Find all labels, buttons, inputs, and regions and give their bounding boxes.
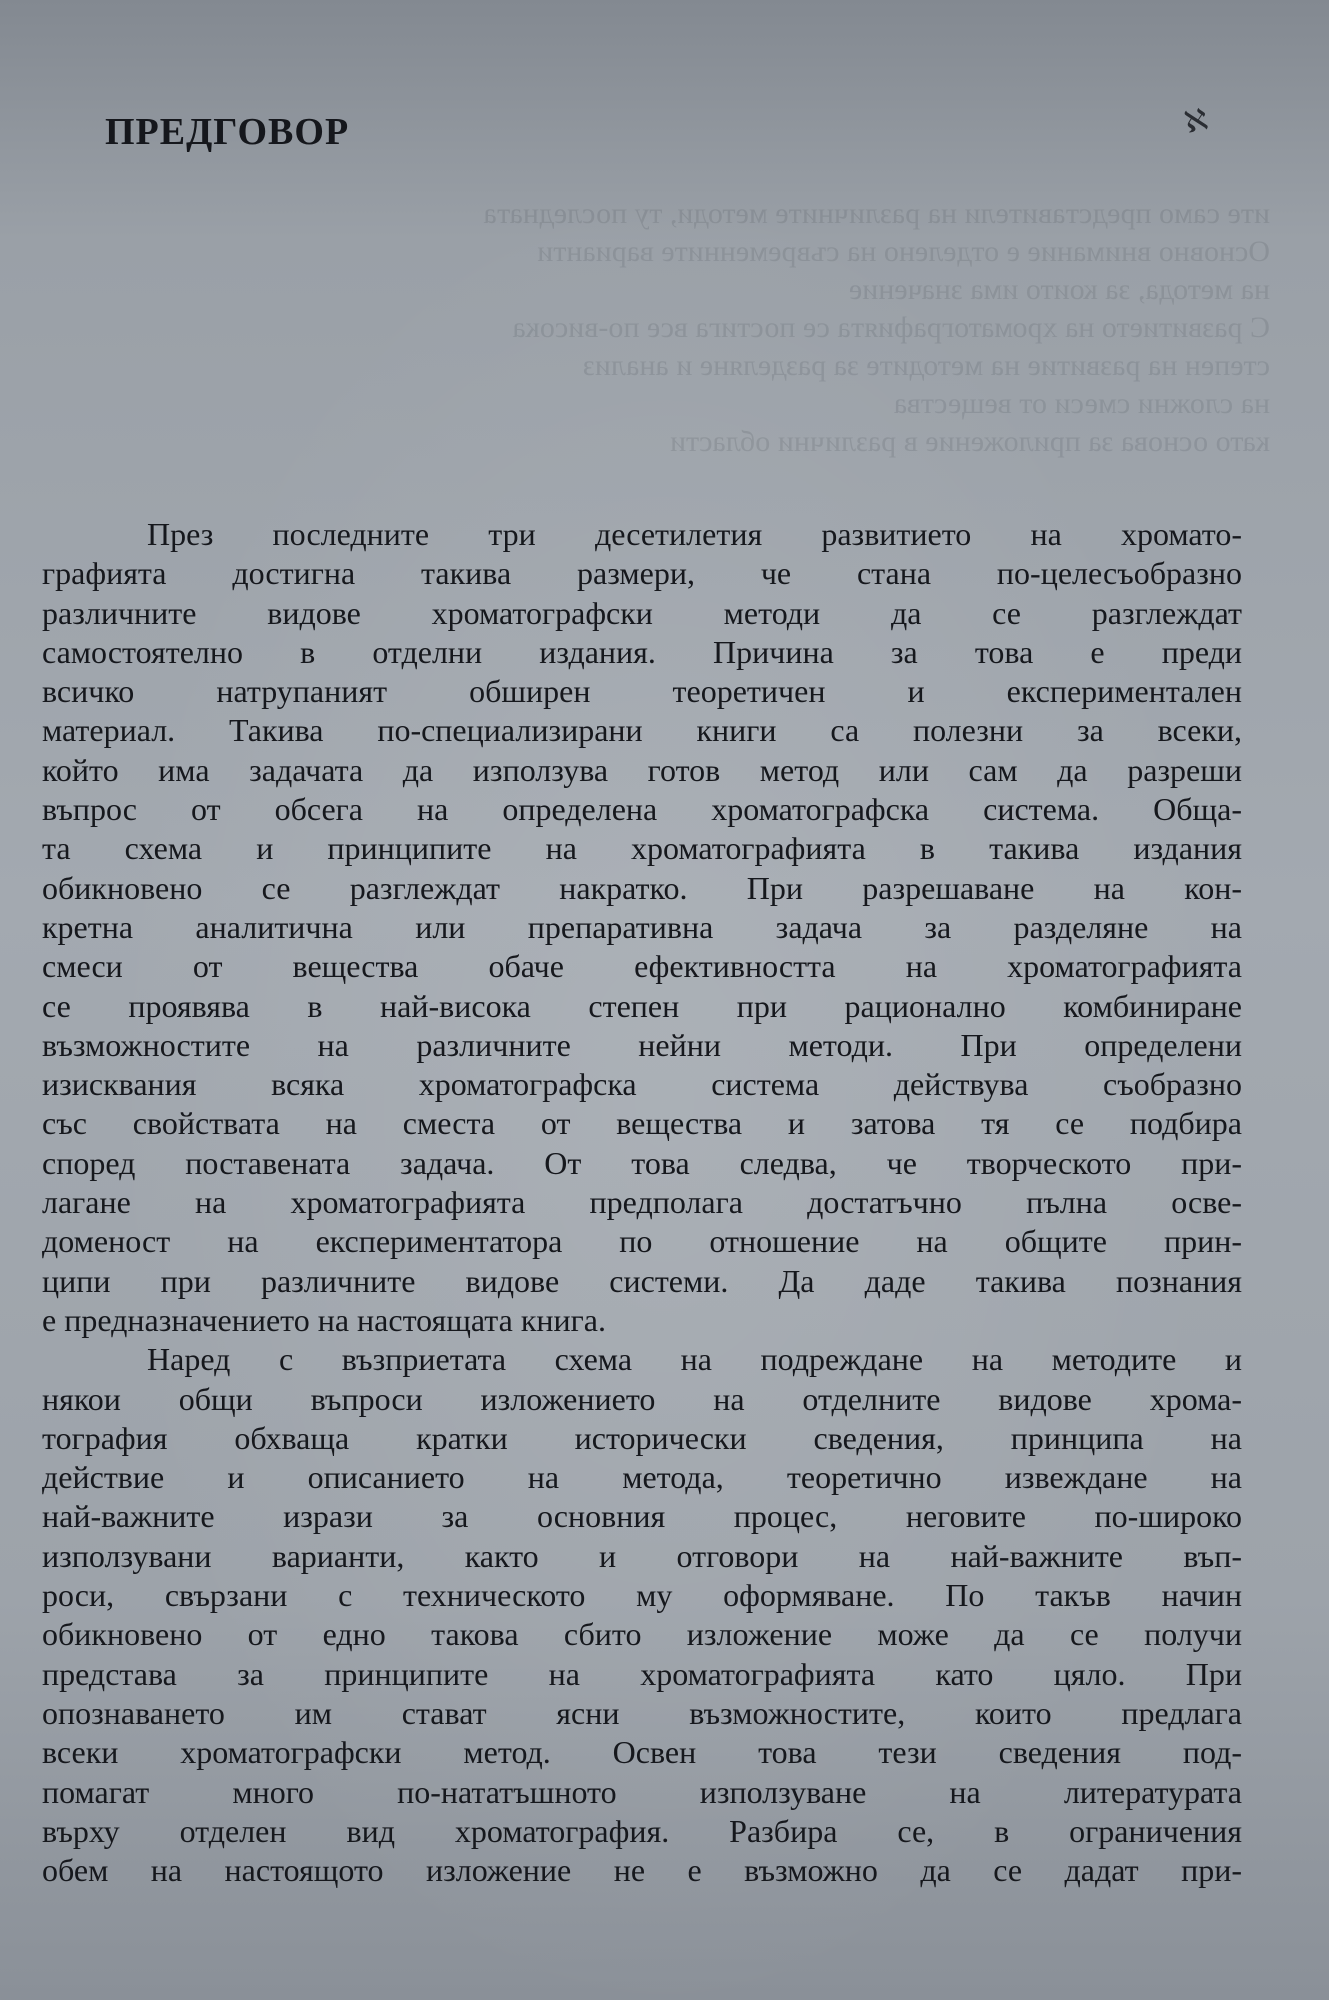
show-through-line: Основно внимание е отделено на съвременните варианти [537,235,1270,268]
text-line: използувани варианти, както и отговори на най-важните въп- [42,1537,1242,1574]
text-line: най-важните изрази за основния процес, неговите по-широко [42,1498,1242,1535]
text-line: представа за принципите на хроматографията като цяло. При [42,1655,1242,1692]
show-through-line: ите само представители на различните методи, ту последната [483,197,1270,230]
text-line: се проявява в най-висока степен при рационално комбиниране [42,987,1242,1024]
text-line: доменост на експериментатора по отношение на общите прин- [42,1223,1242,1260]
text-line: със свойствата на сместа от вещества и затова тя се подбира [42,1105,1242,1142]
text-line: смеси от вещества обаче ефективността на хроматографията [42,948,1242,985]
show-through-line: С развитието на хроматографията се постига все по-висока [512,311,1270,344]
text-line: самостоятелно в отделни издания. Причина за това е преди [42,633,1242,670]
text-line: материал. Такива по-специализирани книги са полезни за всеки, [42,712,1242,749]
text-line: обем на настоящото изложение не е възможно да се дадат при- [42,1852,1242,1889]
page-title: ПРЕДГОВОР [105,111,350,153]
show-through-text [40,195,1270,461]
text-line: всеки хроматографски метод. Освен това тези сведения под- [42,1734,1242,1771]
text-line: опознаването им стават ясни възможностите, които предлага [42,1694,1242,1731]
show-through-line: степен на развитие на методите за разделяне и анализ [582,349,1270,382]
text-line: тография обхваща кратки исторически сведения, принципа на [42,1419,1242,1456]
text-line: роси, свързани с техническото му оформяване. По такъв начин [42,1577,1242,1614]
text-line: Наред с възприетата схема на подреждане на методите и [147,1341,1242,1378]
text-line: та схема и принципите на хроматографията в такива издания [42,830,1242,867]
text-line: който има задачата да използува готов метод или сам да разреши [42,751,1242,788]
show-through-line: като основа за приложение в различни области [670,425,1270,458]
preface-body [42,515,1242,1890]
text-line: възможностите на различните нейни методи. При определени [42,1026,1242,1063]
text-line: различните видове хроматографски методи да се разглеждат [42,594,1242,631]
text-line: някои общи въпроси изложението на отделните видове хрома- [42,1380,1242,1417]
text-line: действие и описанието на метода, теоретично извеждане на [42,1459,1242,1496]
text-line: През последните три десетилетия развитието на хромато- [147,516,1242,552]
text-line: помагат много по-нататъшното използуване на литературата [42,1773,1242,1810]
text-line: обикновено от едно такова сбито изложение може да се получи [42,1616,1242,1653]
corner-mark: ℵ [1181,102,1211,141]
text-line: лагане на хроматографията предполага достатъчно пълна осве- [42,1184,1242,1221]
text-line: въпрос от обсега на определена хроматографска система. Обща- [42,791,1242,828]
text-line: обикновено се разглеждат накратко. При разрешаване на кон- [42,869,1242,906]
paragraph-2 [42,1340,1242,1890]
text-line: всичко натрупаният обширен теоретичен и експериментален [42,673,1242,710]
show-through-line: на метода, за които има значение [848,273,1270,306]
text-line: графията достигна такива размери, че стана по-целесъобразно [42,555,1242,592]
text-line: върху отделен вид хроматография. Разбира се, в ограничения [42,1812,1242,1849]
paragraph-1 [42,515,1242,1340]
text-line: кретна аналитична или препаративна задача за разделяне на [42,908,1242,945]
text-line: е предназначението на настоящата книга. [42,1301,606,1338]
show-through-line: на сложни смеси от вещества [893,387,1270,420]
text-line: ципи при различните видове системи. Да даде такива познания [42,1262,1242,1299]
text-line: изисквания всяка хроматографска система действува съобразно [42,1066,1242,1103]
text-line: според поставената задача. От това следва, че творческото при- [42,1144,1242,1181]
